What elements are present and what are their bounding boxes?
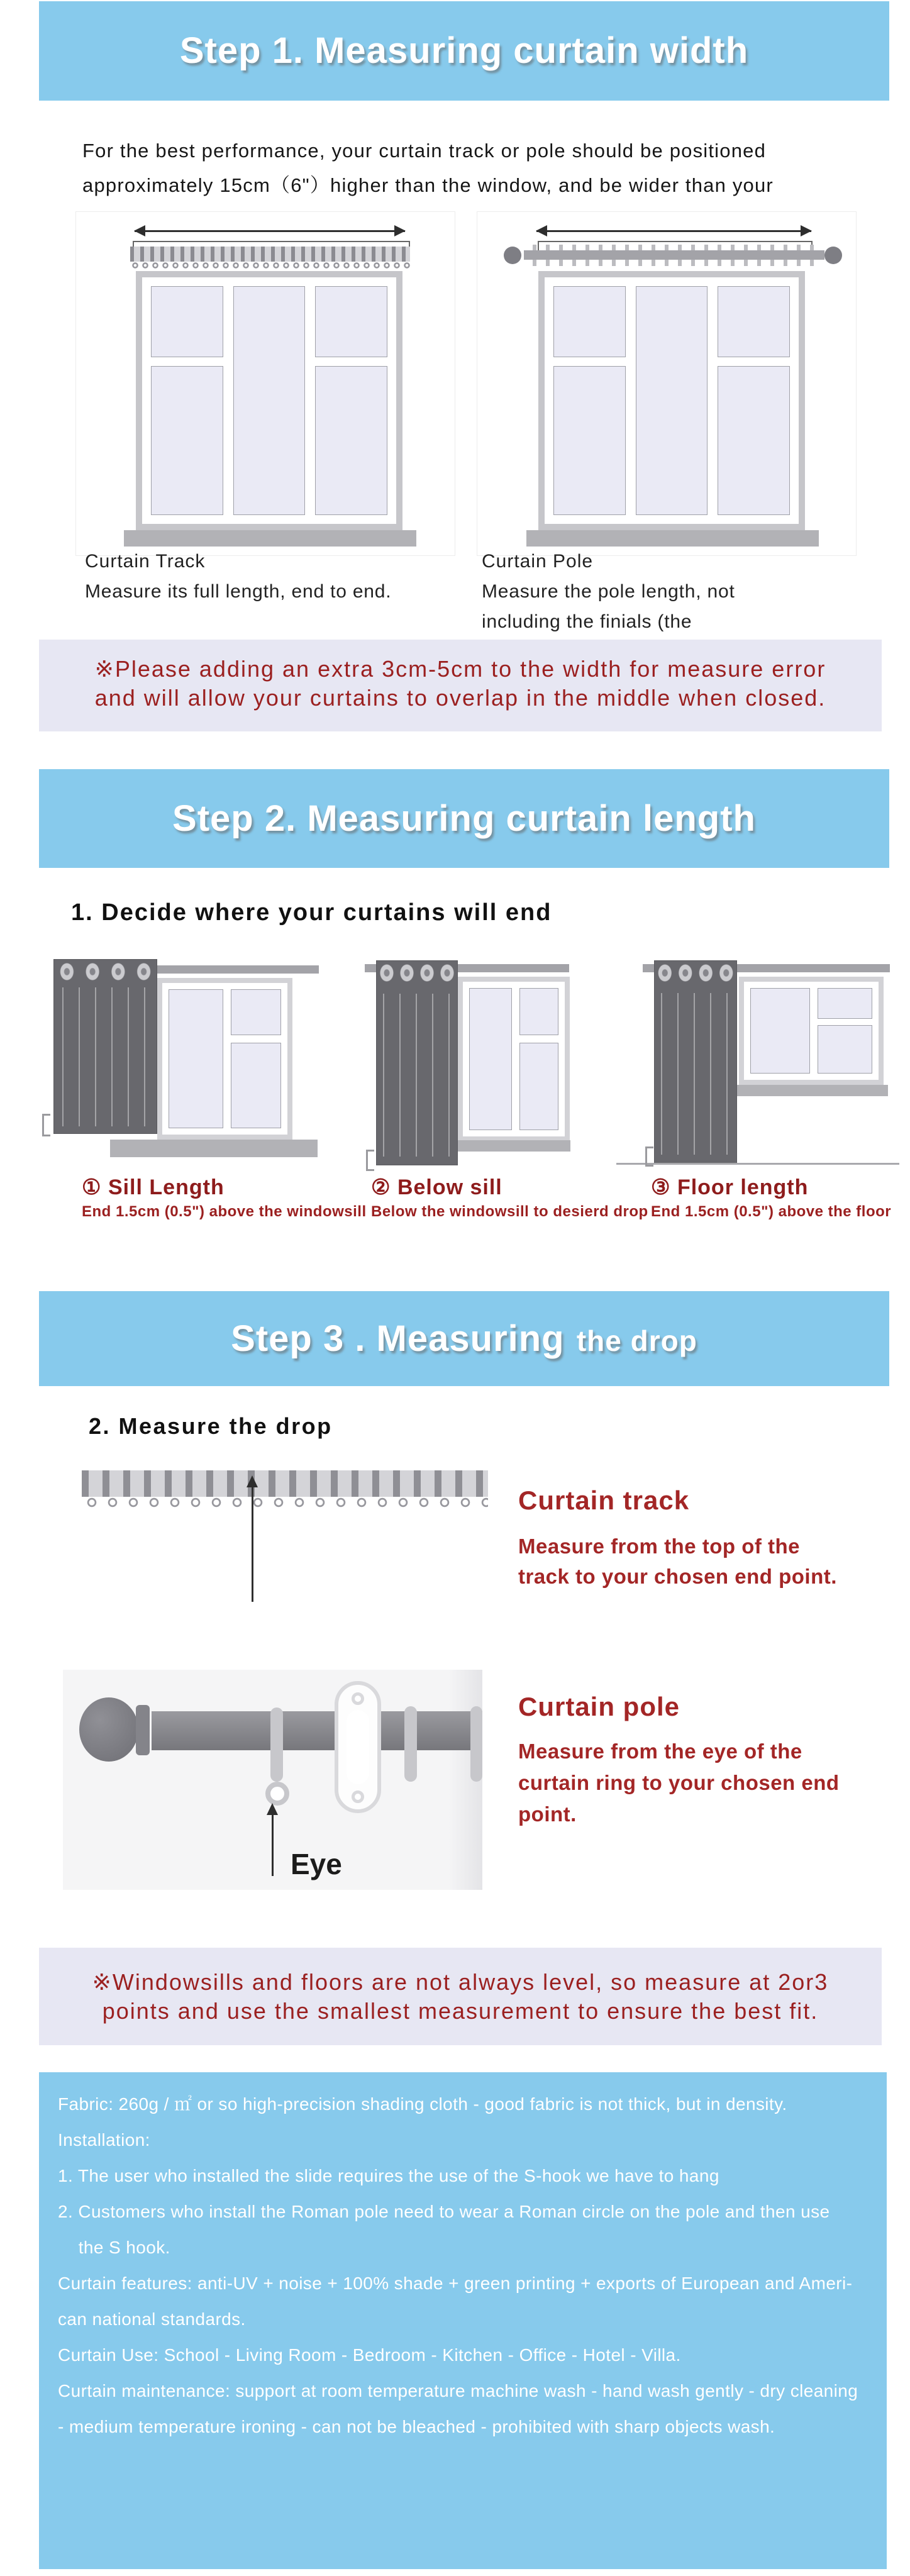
curtain-track-graphic — [130, 247, 410, 262]
window-pane — [315, 286, 387, 357]
step1-intro-line1: For the best performance, your curtain track or pole should be positioned — [82, 140, 767, 162]
curtain-track-body-line1: Measure from the top of the — [518, 1535, 801, 1558]
pole-bar-graphic — [152, 1711, 482, 1750]
info-line-use: Curtain Use: School - Living Room - Bedroom - Kitchen - Office - Hotel - Villa. — [58, 2345, 681, 2365]
curtain-pole-heading: Curtain pole — [518, 1692, 680, 1721]
eye-arrow-icon — [272, 1813, 274, 1876]
window-pane — [519, 988, 558, 1035]
window-pane — [519, 1043, 558, 1130]
step3-title-main: Step 3 . Measuring — [231, 1318, 565, 1359]
ring-eye-icon — [265, 1782, 289, 1806]
track-rings-graphic — [130, 262, 410, 269]
window-pane — [718, 286, 790, 357]
width-arrow-icon — [135, 230, 405, 232]
info-line-fabric: Fabric: 260g / ㎡ or so high-precision shading cloth - good fabric is not thick, but in density. — [58, 2094, 787, 2114]
windowsill-graphic — [526, 530, 819, 547]
below-sill-caption — [371, 1175, 502, 1200]
curtain-pleats-graphic — [62, 987, 148, 1126]
measure-bracket-icon — [42, 1114, 50, 1136]
below-sill-illustration — [352, 953, 641, 1170]
window-left-column — [750, 988, 810, 1074]
circled-2-icon: ② — [371, 1175, 391, 1199]
info-line-installation: Installation: — [58, 2130, 150, 2150]
window-left-column — [151, 286, 223, 515]
curtain-track-body-line2: track to your chosen end point. — [518, 1565, 837, 1588]
curtain-pole-body-line2: curtain ring to your chosen end — [518, 1771, 840, 1794]
product-info-lines — [58, 2086, 874, 2445]
window-graphic — [458, 977, 570, 1141]
step3-title-sub — [568, 1324, 697, 1357]
grommet-row-icon — [377, 963, 457, 982]
window-pane — [233, 286, 306, 515]
curtain-pole-graphic — [524, 250, 824, 260]
pole-finial-icon — [79, 1697, 138, 1762]
curtain-panel-graphic — [53, 959, 157, 1134]
window-middle-column — [636, 286, 708, 515]
curtain-track-illustration — [75, 211, 455, 556]
level-note-line1: ※Windowsills and floors are not always level, so measure at 2or3 — [92, 1969, 829, 1995]
window-pane — [750, 988, 810, 1074]
pole-finial-left-icon — [504, 247, 521, 264]
pole-caption-body-line1: Measure the pole length, not — [482, 581, 735, 602]
level-note-line2: points and use the smallest measurement to ensure the best fit. — [102, 1998, 819, 2024]
window-inner — [744, 982, 879, 1080]
grommet-row-icon — [655, 963, 736, 982]
curtain-track-drop-graphic — [82, 1470, 488, 1497]
step3-heading: 2. Measure the drop — [89, 1413, 333, 1439]
window-pane — [151, 366, 223, 515]
step2-banner — [39, 769, 889, 868]
bracket-plate-graphic — [335, 1681, 381, 1813]
window-inner — [162, 983, 287, 1135]
window-pane — [469, 988, 512, 1130]
window-pane — [231, 989, 281, 1035]
curtain-ring-icon — [270, 1707, 283, 1782]
info-line-features: Curtain features: anti-UV + noise + 100% shade + green printing + exports of European and Ameri- — [58, 2273, 853, 2293]
window-graphic — [157, 978, 292, 1140]
curtain-pole-illustration — [477, 211, 857, 556]
window-right-column — [718, 286, 790, 515]
window-pane — [718, 366, 790, 515]
floor-length-caption-desc: End 1.5cm (0.5") above the floor — [651, 1203, 892, 1220]
window-left-column — [169, 989, 223, 1128]
product-info-box — [39, 2072, 887, 2569]
windowsill-graphic — [110, 1140, 318, 1157]
measure-bracket-icon — [366, 1150, 374, 1171]
step3-banner — [39, 1291, 889, 1386]
info-line-maintenance: Curtain maintenance: support at room temperature machine wash - hand wash gently - dry cleaning — [58, 2381, 858, 2401]
window-graphic — [739, 977, 884, 1085]
track-rings-graphic — [82, 1497, 488, 1508]
curtain-pole-body-line1: Measure from the eye of the — [518, 1740, 802, 1763]
curtain-pole-drop-graphic — [63, 1670, 482, 1890]
pole-caption-title: Curtain Pole — [482, 551, 594, 572]
below-sill-caption-title: Below sill — [397, 1175, 502, 1199]
drop-arrow-icon — [252, 1485, 253, 1602]
width-arrow-icon — [536, 230, 811, 232]
eye-label: Eye — [291, 1848, 342, 1880]
window-right-column — [315, 286, 387, 515]
window-inner — [142, 277, 396, 524]
window-graphic — [136, 271, 402, 530]
step1-title: Step 1. Measuring curtain width — [179, 30, 749, 71]
info-line-maintenance-2: - medium temperature ironing - can not be bleached - prohibited with sharp objects wash. — [58, 2417, 775, 2436]
windowsill-graphic — [737, 1085, 888, 1096]
curtain-pleats-graphic — [383, 994, 451, 1157]
window-pane — [818, 988, 872, 1019]
sill-length-illustration — [41, 953, 336, 1170]
window-left-column — [469, 988, 512, 1130]
window-middle-column — [233, 286, 306, 515]
window-pane — [315, 366, 387, 515]
track-caption-title: Curtain Track — [85, 551, 206, 572]
curtain-pole-body-line3: point. — [518, 1802, 577, 1826]
window-pane — [818, 1025, 872, 1074]
step2-title: Step 2. Measuring curtain length — [172, 798, 756, 839]
pole-collar-graphic — [136, 1705, 150, 1755]
step1-banner — [39, 1, 889, 101]
info-line-install-1: 1. The user who installed the slide requires the use of the S-hook we have to hang — [58, 2166, 719, 2185]
window-right-column — [231, 989, 281, 1128]
window-pane — [169, 989, 223, 1128]
step3-title-sub-text: the drop — [576, 1324, 697, 1357]
floor-line-graphic — [616, 1163, 899, 1165]
circled-1-icon: ① — [82, 1175, 102, 1199]
info-line-install-2b: the S hook. — [58, 2238, 170, 2257]
window-pane — [553, 286, 626, 357]
window-graphic — [538, 271, 805, 530]
floor-length-illustration — [632, 953, 909, 1170]
window-inner — [463, 982, 565, 1136]
width-note-line1: ※Please adding an extra 3cm-5cm to the width for measure error — [94, 656, 826, 682]
circled-3-icon: ③ — [651, 1175, 671, 1199]
curtain-panel-graphic — [654, 960, 737, 1163]
level-note-box — [39, 1948, 882, 2045]
window-pane — [231, 1043, 281, 1128]
sill-length-caption-desc: End 1.5cm (0.5") above the windowsill — [82, 1203, 367, 1220]
screw-icon — [352, 1692, 364, 1705]
curtain-ring-icon — [404, 1706, 417, 1782]
sill-length-caption — [82, 1175, 225, 1200]
info-line-features-2: can national standards. — [58, 2309, 246, 2329]
width-note-line2: and will allow your curtains to overlap in the middle when closed. — [94, 685, 826, 711]
window-pane — [151, 286, 223, 357]
window-left-column — [553, 286, 626, 515]
window-right-column — [818, 988, 872, 1074]
info-line-install-2: 2. Customers who install the Roman pole need to wear a Roman circle on the pole and then use — [58, 2202, 830, 2221]
window-right-column — [519, 988, 558, 1130]
curtain-panel-graphic — [376, 960, 458, 1165]
pole-finial-right-icon — [824, 247, 842, 264]
curtain-ring-icon — [470, 1706, 482, 1782]
windowsill-graphic — [456, 1140, 570, 1152]
floor-length-caption-title: Floor length — [677, 1175, 809, 1199]
grommet-row-icon — [54, 962, 157, 981]
measure-bracket-icon — [645, 1146, 653, 1167]
floor-length-caption — [651, 1175, 808, 1200]
track-caption-body: Measure its full length, end to end. — [85, 581, 392, 602]
step1-intro-line2: approximately 15cm（6"）higher than the window, and be wider than your — [82, 174, 774, 196]
window-pane — [636, 286, 708, 515]
curtain-track-heading: Curtain track — [518, 1485, 690, 1515]
screw-icon — [352, 1790, 364, 1803]
windowsill-graphic — [124, 530, 416, 547]
below-sill-caption-desc: Below the windowsill to desierd drop — [371, 1203, 648, 1220]
curtain-pleats-graphic — [661, 993, 730, 1155]
sill-length-caption-title: Sill Length — [108, 1175, 225, 1199]
pole-caption-body-line2: including the finials (the — [482, 611, 692, 632]
window-inner — [545, 277, 799, 524]
window-pane — [553, 366, 626, 515]
plate-slot-graphic — [347, 1710, 369, 1784]
width-note-box — [39, 640, 882, 731]
step2-heading: 1. Decide where your curtains will end — [71, 899, 552, 926]
